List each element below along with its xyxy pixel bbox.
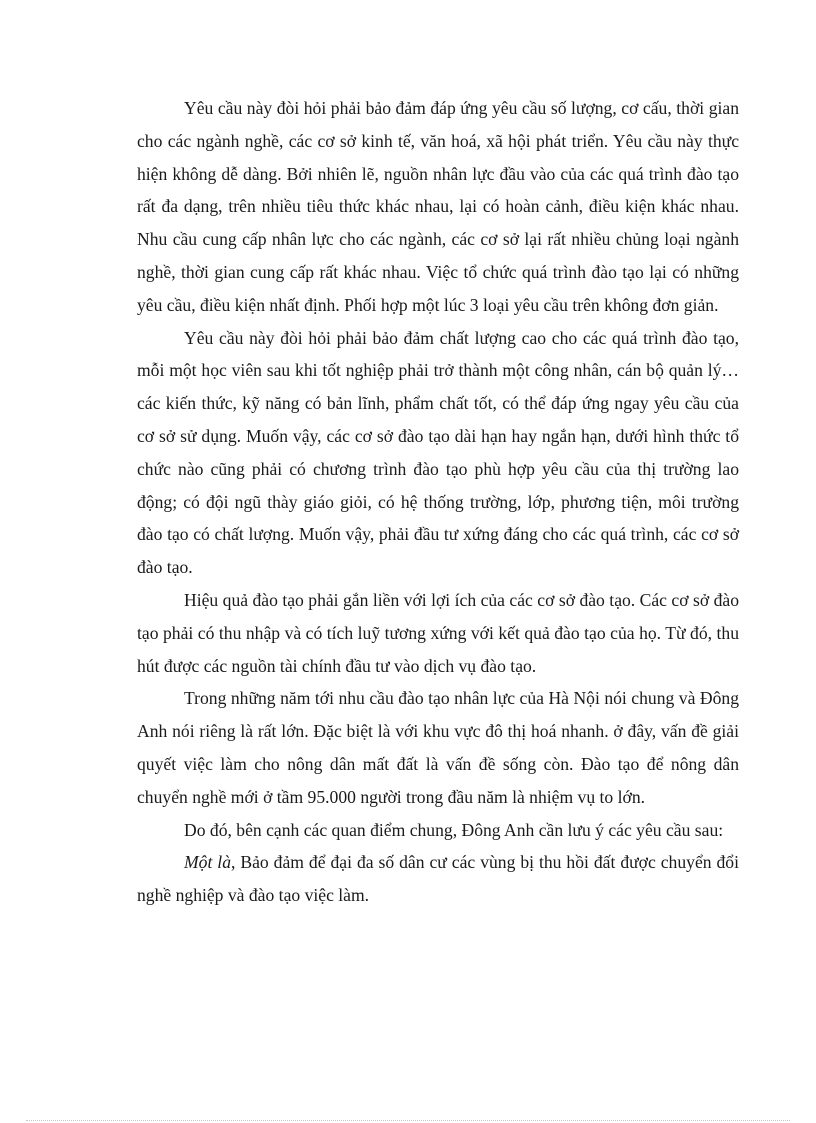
paragraph-quality-requirement: Yêu cầu này đòi hỏi phải bảo đảm chất lượng cao cho các quá trình đào tạo, mỗi một học viên sau khi tốt nghiệp phải trở thành một công nhân, cán bộ quản lý… các kiến thức, kỹ năng có bản lĩnh, phẩm chất tốt, có thể đáp ứng ngay yêu cầu của cơ sở sử dụng. Muốn vậy, các cơ sở đào tạo dài hạn hay ngắn hạn, dưới hình thức tổ chức nào cũng phải có chương trình đào tạo phù hợp yêu cầu của thị trường lao động; có đội ngũ thày giáo giỏi, có hệ thống trường, lớp, phương tiện, môi trường đào tạo có chất lượng. Muốn vậy, phải đầu tư xứng đáng cho các quá trình, các cơ sở đào tạo. <box>137 327 739 578</box>
first-requirement-lead: Một là <box>184 852 231 873</box>
paragraph-first-requirement <box>137 846 739 912</box>
first-requirement-text: , Bảo đảm để đại đa số dân cư các vùng bị thu hồi đất được chuyển đổi nghề nghiệp và đào tạo việc làm. <box>137 852 739 906</box>
paragraph-quantity-requirement: Yêu cầu này đòi hỏi phải bảo đảm đáp ứng yêu cầu số lượng, cơ cấu, thời gian cho các ngành nghề, các cơ sở kinh tế, văn hoá, xã hội phát triển. Yêu cầu này thực hiện không dễ dàng. Bởi nhiên lẽ, nguồn nhân lực đầu vào của các quá trình đào tạo rất đa dạng, trên nhiều tiêu thức khác nhau, lại có hoàn cảnh, điều kiện khác nhau. Nhu cầu cung cấp nhân lực cho các ngành, các cơ sở lại rất nhiều chủng loại ngành nghề, thời gian cung cấp rất khác nhau. Việc tổ chức quá trình đào tạo lại có những yêu cầu, điều kiện nhất định. Phối hợp một lúc 3 loại yêu cầu trên không đơn giản. <box>137 98 739 315</box>
page-bottom-divider <box>26 1120 790 1121</box>
paragraph-dong-anh-needs: Trong những năm tới nhu cầu đào tạo nhân lực của Hà Nội nói chung và Đông Anh nói riêng là rất lớn. Đặc biệt là với khu vực đô thị hoá nhanh. ở đây, vấn đề giải quyết việc làm cho nông dân mất đất là vấn đề sống còn. Đào tạo để nông dân chuyển nghề mới ở tầm 95.000 người trong đầu năm là nhiệm vụ to lớn. <box>137 688 739 807</box>
body-text <box>137 92 739 912</box>
paragraph-efficiency-requirement: Hiệu quả đào tạo phải gắn liền với lợi ích của các cơ sở đào tạo. Các cơ sở đào tạo phải có thu nhập và có tích luỹ tương xứng với kết quả đào tạo của họ. Từ đó, thu hút được các nguồn tài chính đầu tư vào dịch vụ đào tạo. <box>137 589 739 676</box>
paragraph-requirements-intro: Do đó, bên cạnh các quan điểm chung, Đông Anh cần lưu ý các yêu cầu sau: <box>184 819 724 840</box>
